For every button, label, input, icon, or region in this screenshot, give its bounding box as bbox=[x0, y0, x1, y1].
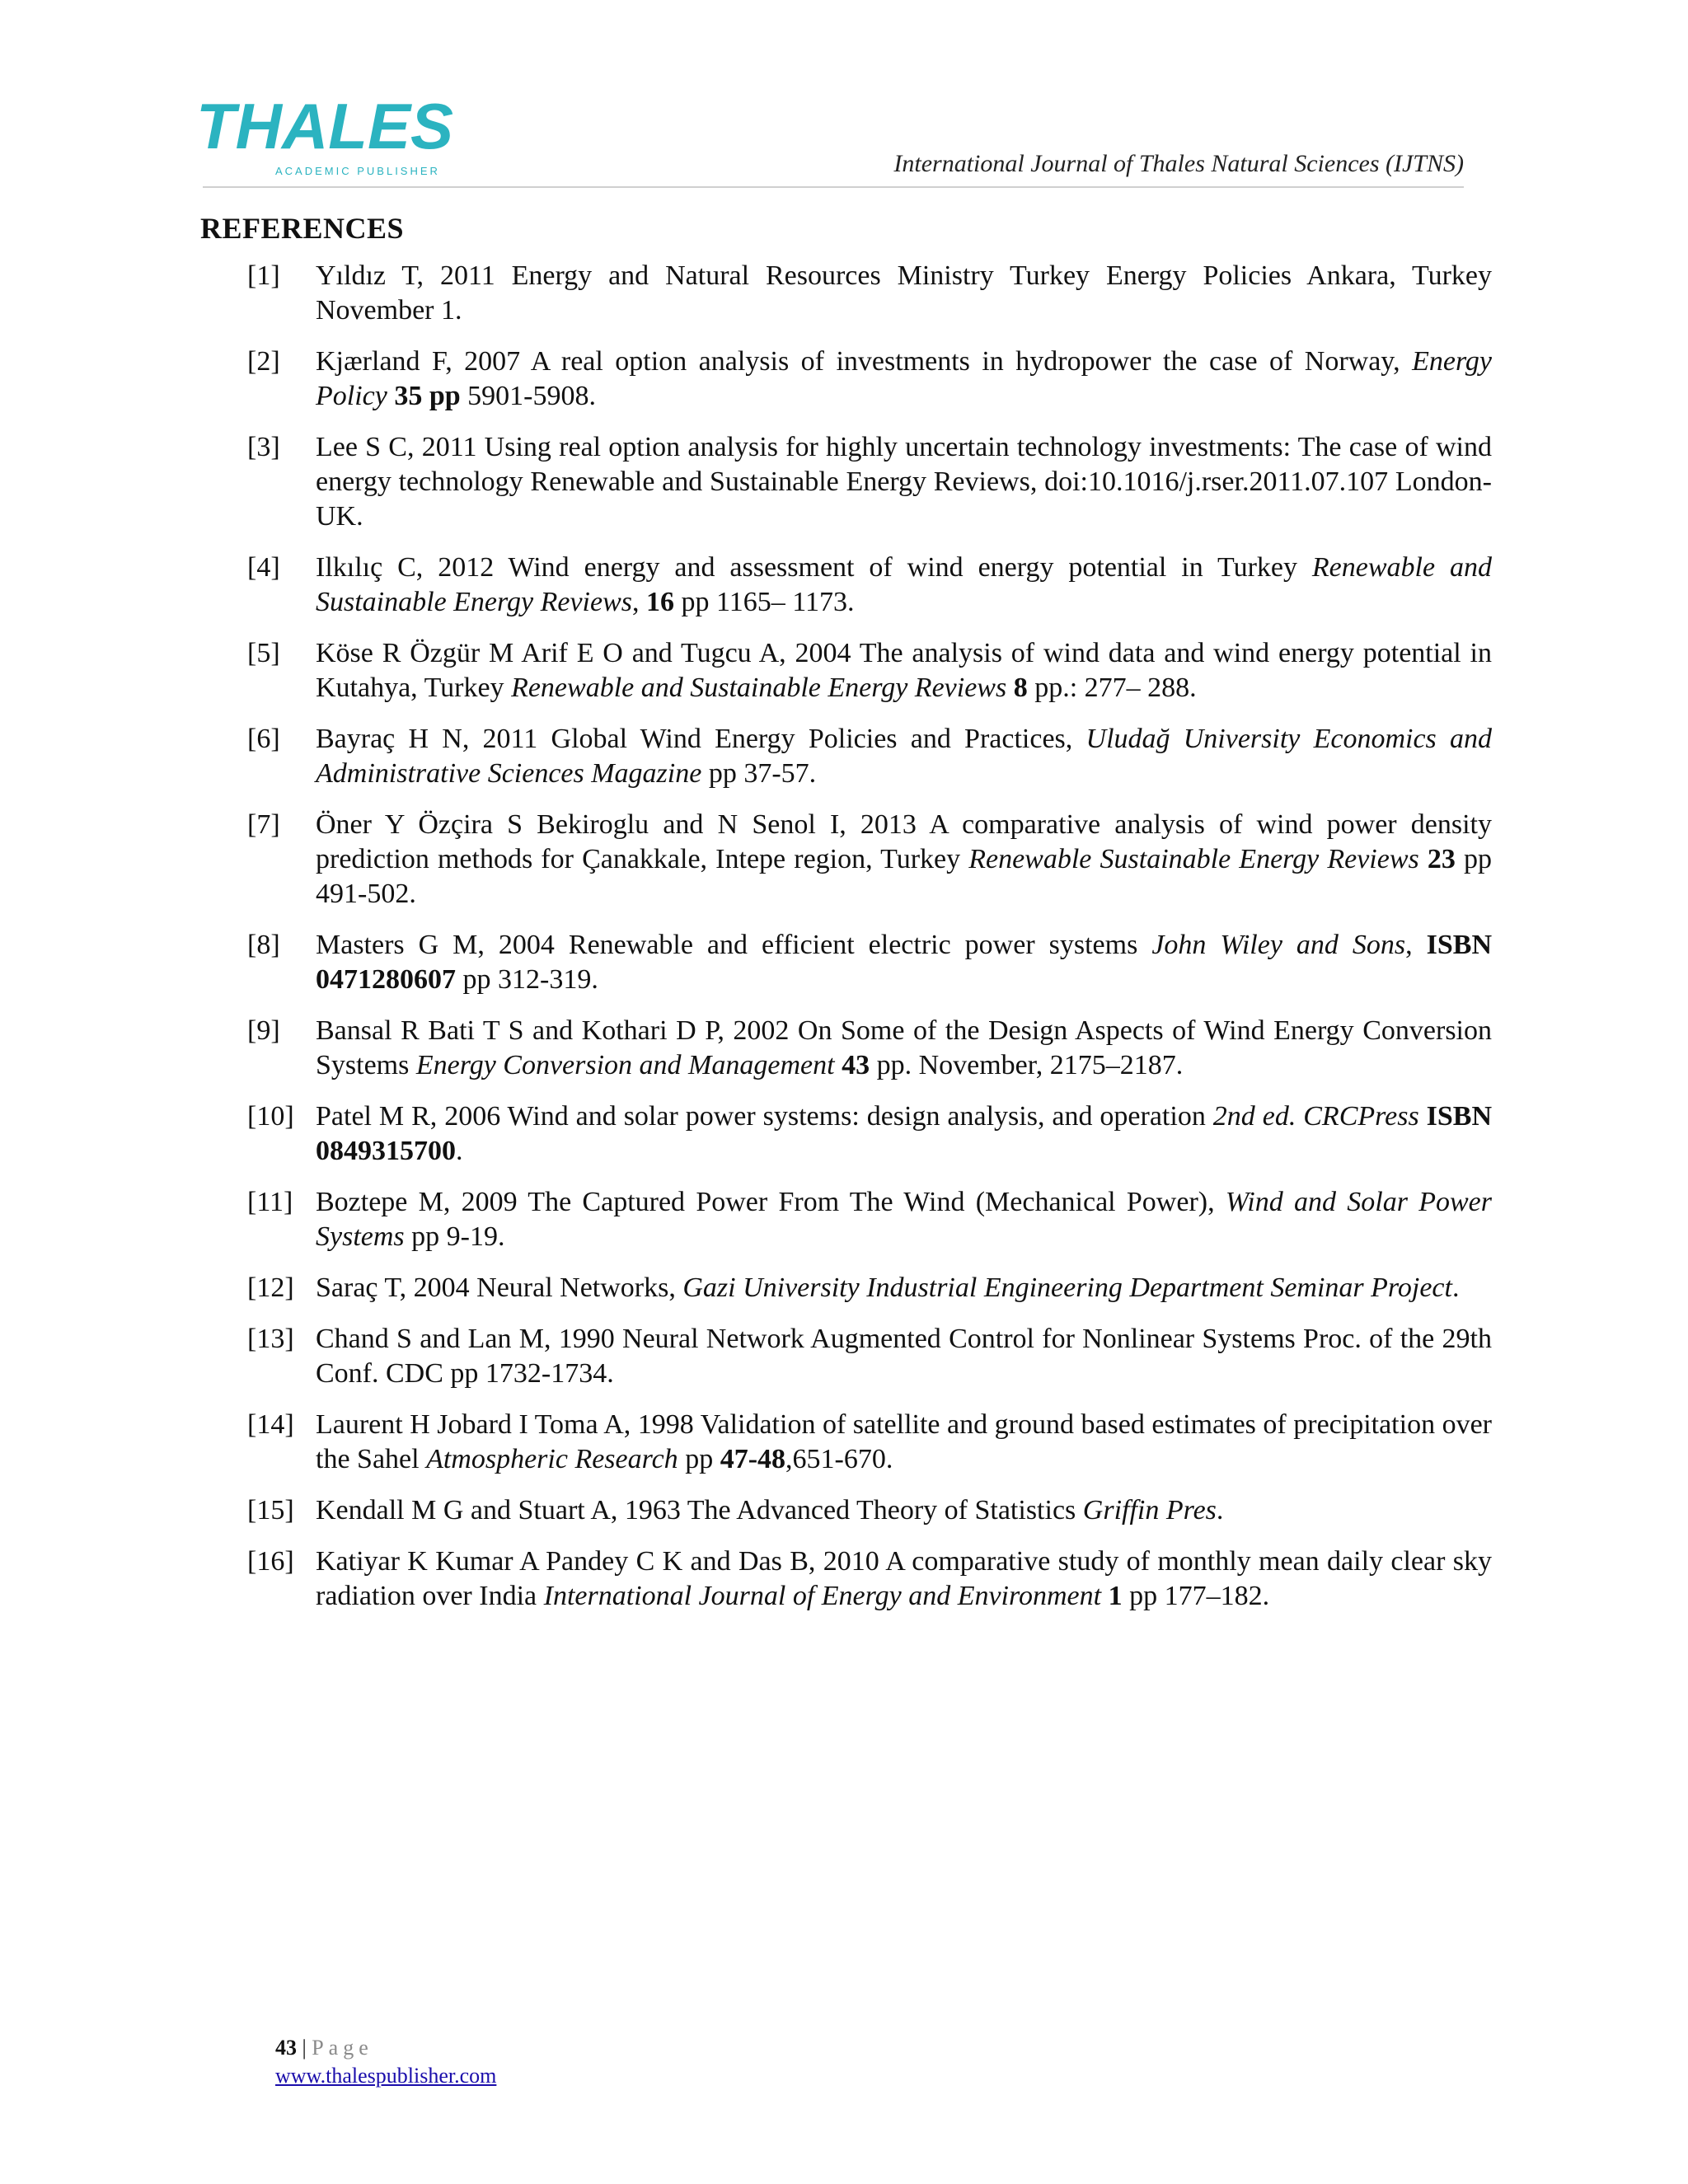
reference-authors-title: Bayraç H N, 2011 Global Wind Energy Policies and Practices, bbox=[316, 724, 1086, 754]
reference-item bbox=[247, 1099, 1492, 1169]
page-header bbox=[196, 91, 1464, 190]
reference-volume: 47-48 bbox=[720, 1444, 786, 1474]
reference-text bbox=[316, 1101, 1492, 1166]
page-label: Page bbox=[312, 2036, 373, 2060]
reference-pages: pp 312-319. bbox=[456, 964, 598, 995]
reference-item bbox=[247, 1322, 1492, 1391]
reference-journal: Renewable and Sustainable Energy Reviews bbox=[511, 673, 1007, 703]
reference-journal: Energy Conversion and Management bbox=[415, 1050, 835, 1080]
reference-connector: , bbox=[1405, 930, 1427, 960]
reference-text bbox=[316, 1546, 1492, 1611]
reference-connector: pp bbox=[678, 1444, 720, 1474]
reference-item bbox=[247, 430, 1492, 534]
reference-number: [12] bbox=[247, 1272, 294, 1303]
logo-subtitle: ACADEMIC PUBLISHER bbox=[275, 165, 440, 177]
reference-volume: 23 bbox=[1418, 844, 1456, 874]
reference-pages: pp 1165– 1173. bbox=[673, 587, 855, 617]
reference-authors-title: Ilkılıç C, 2012 Wind energy and assessment of wind energy potential in Turkey bbox=[316, 552, 1312, 583]
reference-list bbox=[247, 259, 1492, 1630]
reference-authors-title: Kjærland F, 2007 A real option analysis of investments in hydropower the case of Norway, bbox=[316, 346, 1413, 377]
reference-text bbox=[316, 724, 1492, 789]
reference-item bbox=[247, 808, 1492, 912]
reference-item bbox=[247, 1544, 1492, 1614]
reference-body: Yıldız T, 2011 Energy and Natural Resources Ministry Turkey Energy Policies Ankara, Turkey November 1. bbox=[316, 260, 1492, 326]
reference-text bbox=[316, 1272, 1459, 1303]
reference-pages: pp. November, 2175–2187. bbox=[870, 1050, 1184, 1080]
reference-item bbox=[247, 636, 1492, 705]
reference-number: [10] bbox=[247, 1101, 294, 1132]
page-indicator bbox=[275, 2034, 496, 2062]
reference-authors-title: Bansal R Bati T S and Kothari D P, 2002 On Some of the Design Aspects of Wind Energy Conversion Systems bbox=[316, 1015, 1492, 1080]
reference-number: [14] bbox=[247, 1409, 294, 1440]
reference-number: [8] bbox=[247, 930, 280, 960]
reference-number: [16] bbox=[247, 1546, 294, 1577]
reference-journal: Uludağ University Economics and Administrative Sciences Magazine bbox=[316, 724, 1492, 789]
reference-journal: Renewable Sustainable Energy Reviews bbox=[968, 844, 1419, 874]
reference-item bbox=[247, 1493, 1492, 1528]
reference-text bbox=[316, 1324, 1492, 1389]
reference-number: [6] bbox=[247, 724, 280, 754]
reference-number: [11] bbox=[247, 1187, 293, 1217]
reference-item bbox=[247, 722, 1492, 791]
reference-text bbox=[316, 1409, 1492, 1474]
reference-item bbox=[247, 1185, 1492, 1254]
reference-pages: . bbox=[456, 1136, 463, 1166]
reference-body: Chand S and Lan M, 1990 Neural Network Augmented Control for Nonlinear Systems Proc. of the 29th Conf. CDC pp 1732-1734. bbox=[316, 1324, 1492, 1389]
reference-journal: 2nd ed. CRCPress bbox=[1212, 1101, 1419, 1132]
reference-number: [5] bbox=[247, 638, 280, 668]
reference-journal: International Journal of Energy and Environment bbox=[543, 1581, 1102, 1611]
reference-text bbox=[316, 552, 1492, 617]
reference-text bbox=[316, 809, 1492, 909]
reference-pages: pp 9-19. bbox=[404, 1221, 505, 1252]
reference-journal: Atmospheric Research bbox=[426, 1444, 678, 1474]
references-heading: REFERENCES bbox=[200, 212, 405, 245]
reference-item bbox=[247, 1271, 1492, 1305]
reference-pages: . bbox=[1216, 1495, 1224, 1526]
reference-journal: Energy Policy bbox=[316, 346, 1492, 411]
reference-journal: Wind and Solar Power Systems bbox=[316, 1187, 1492, 1252]
reference-journal: Gazi University Industrial Engineering Department Seminar Project bbox=[682, 1272, 1452, 1303]
reference-volume: 43 bbox=[834, 1050, 870, 1080]
header-divider bbox=[203, 186, 1464, 188]
reference-text bbox=[316, 930, 1492, 995]
reference-pages: 5901-5908. bbox=[460, 381, 596, 411]
reference-authors-title: Masters G M, 2004 Renewable and efficient electric power systems bbox=[316, 930, 1152, 960]
reference-pages: pp 177–182. bbox=[1122, 1581, 1270, 1611]
reference-pages: ,651-670. bbox=[785, 1444, 893, 1474]
reference-volume: ISBN 0849315700 bbox=[316, 1101, 1493, 1166]
reference-text bbox=[316, 432, 1492, 532]
reference-pages: pp 37-57. bbox=[701, 758, 817, 789]
reference-number: [4] bbox=[247, 552, 280, 583]
reference-authors-title: Patel M R, 2006 Wind and solar power systems: design analysis, and operation bbox=[316, 1101, 1213, 1132]
reference-authors-title: Katiyar K Kumar A Pandey C K and Das B, 2010 A comparative study of monthly mean daily clear sky radiation over India bbox=[316, 1546, 1492, 1611]
website-link[interactable]: www.thalespublisher.com bbox=[275, 2064, 497, 2088]
reference-pages: pp 491-502. bbox=[316, 844, 1492, 909]
reference-authors-title: Boztepe M, 2009 The Captured Power From The Wind (Mechanical Power), bbox=[316, 1187, 1226, 1217]
reference-number: [7] bbox=[247, 809, 280, 840]
reference-volume: ISBN 0471280607 bbox=[316, 930, 1493, 995]
reference-volume: 35 pp bbox=[387, 381, 461, 411]
reference-volume: 8 bbox=[1006, 673, 1028, 703]
page-footer bbox=[275, 2034, 496, 2090]
reference-volume: 1 bbox=[1101, 1581, 1123, 1611]
reference-text bbox=[316, 260, 1492, 326]
reference-body: Lee S C, 2011 Using real option analysis for highly uncertain technology investments: The case of wind energy technology Renewable and Sustainable Energy Reviews, doi:10.1016/j.rser.2011.07.107 London-UK. bbox=[316, 432, 1492, 532]
reference-authors-title: Öner Y Özçira S Bekiroglu and N Senol I, 2013 A comparative analysis of wind power density prediction methods for Çanakkale, Intepe region, Turkey bbox=[316, 809, 1492, 874]
reference-number: [15] bbox=[247, 1495, 294, 1526]
reference-item bbox=[247, 551, 1492, 620]
reference-connector bbox=[1419, 1101, 1427, 1132]
reference-number: [2] bbox=[247, 346, 280, 377]
logo-wordmark: THALES bbox=[196, 91, 453, 162]
reference-authors-title: Laurent H Jobard I Toma A, 1998 Validation of satellite and ground based estimates of precipitation over the Sahel bbox=[316, 1409, 1492, 1474]
page-number: 43 bbox=[275, 2036, 297, 2060]
reference-item bbox=[247, 1014, 1492, 1083]
reference-pages: . bbox=[1451, 1272, 1460, 1303]
reference-text bbox=[316, 1495, 1223, 1526]
reference-item bbox=[247, 259, 1492, 328]
reference-pages: pp.: 277– 288. bbox=[1027, 673, 1197, 703]
page-separator: | bbox=[297, 2036, 312, 2060]
journal-title: International Journal of Thales Natural Sciences (IJTNS) bbox=[893, 150, 1464, 177]
reference-number: [13] bbox=[247, 1324, 294, 1354]
reference-item bbox=[247, 344, 1492, 414]
reference-text bbox=[316, 346, 1492, 411]
reference-journal: John Wiley and Sons bbox=[1151, 930, 1406, 960]
reference-item bbox=[247, 1408, 1492, 1477]
reference-number: [3] bbox=[247, 432, 280, 462]
reference-connector: , bbox=[631, 587, 646, 617]
reference-number: [9] bbox=[247, 1015, 280, 1046]
reference-item bbox=[247, 928, 1492, 997]
reference-text bbox=[316, 1015, 1492, 1080]
reference-text bbox=[316, 638, 1492, 703]
publisher-logo bbox=[183, 91, 496, 181]
reference-authors-title: Köse R Özgür M Arif E O and Tugcu A, 2004 The analysis of wind data and wind energy potential in Kutahya, Turkey bbox=[316, 638, 1492, 703]
reference-journal: Renewable and Sustainable Energy Reviews bbox=[316, 552, 1492, 617]
reference-authors-title: Saraç T, 2004 Neural Networks, bbox=[316, 1272, 683, 1303]
reference-volume: 16 bbox=[645, 587, 674, 617]
reference-number: [1] bbox=[247, 260, 280, 291]
reference-journal: Griffin Pres bbox=[1082, 1495, 1217, 1526]
reference-text bbox=[316, 1187, 1492, 1252]
reference-authors-title: Kendall M G and Stuart A, 1963 The Advanced Theory of Statistics bbox=[316, 1495, 1083, 1526]
